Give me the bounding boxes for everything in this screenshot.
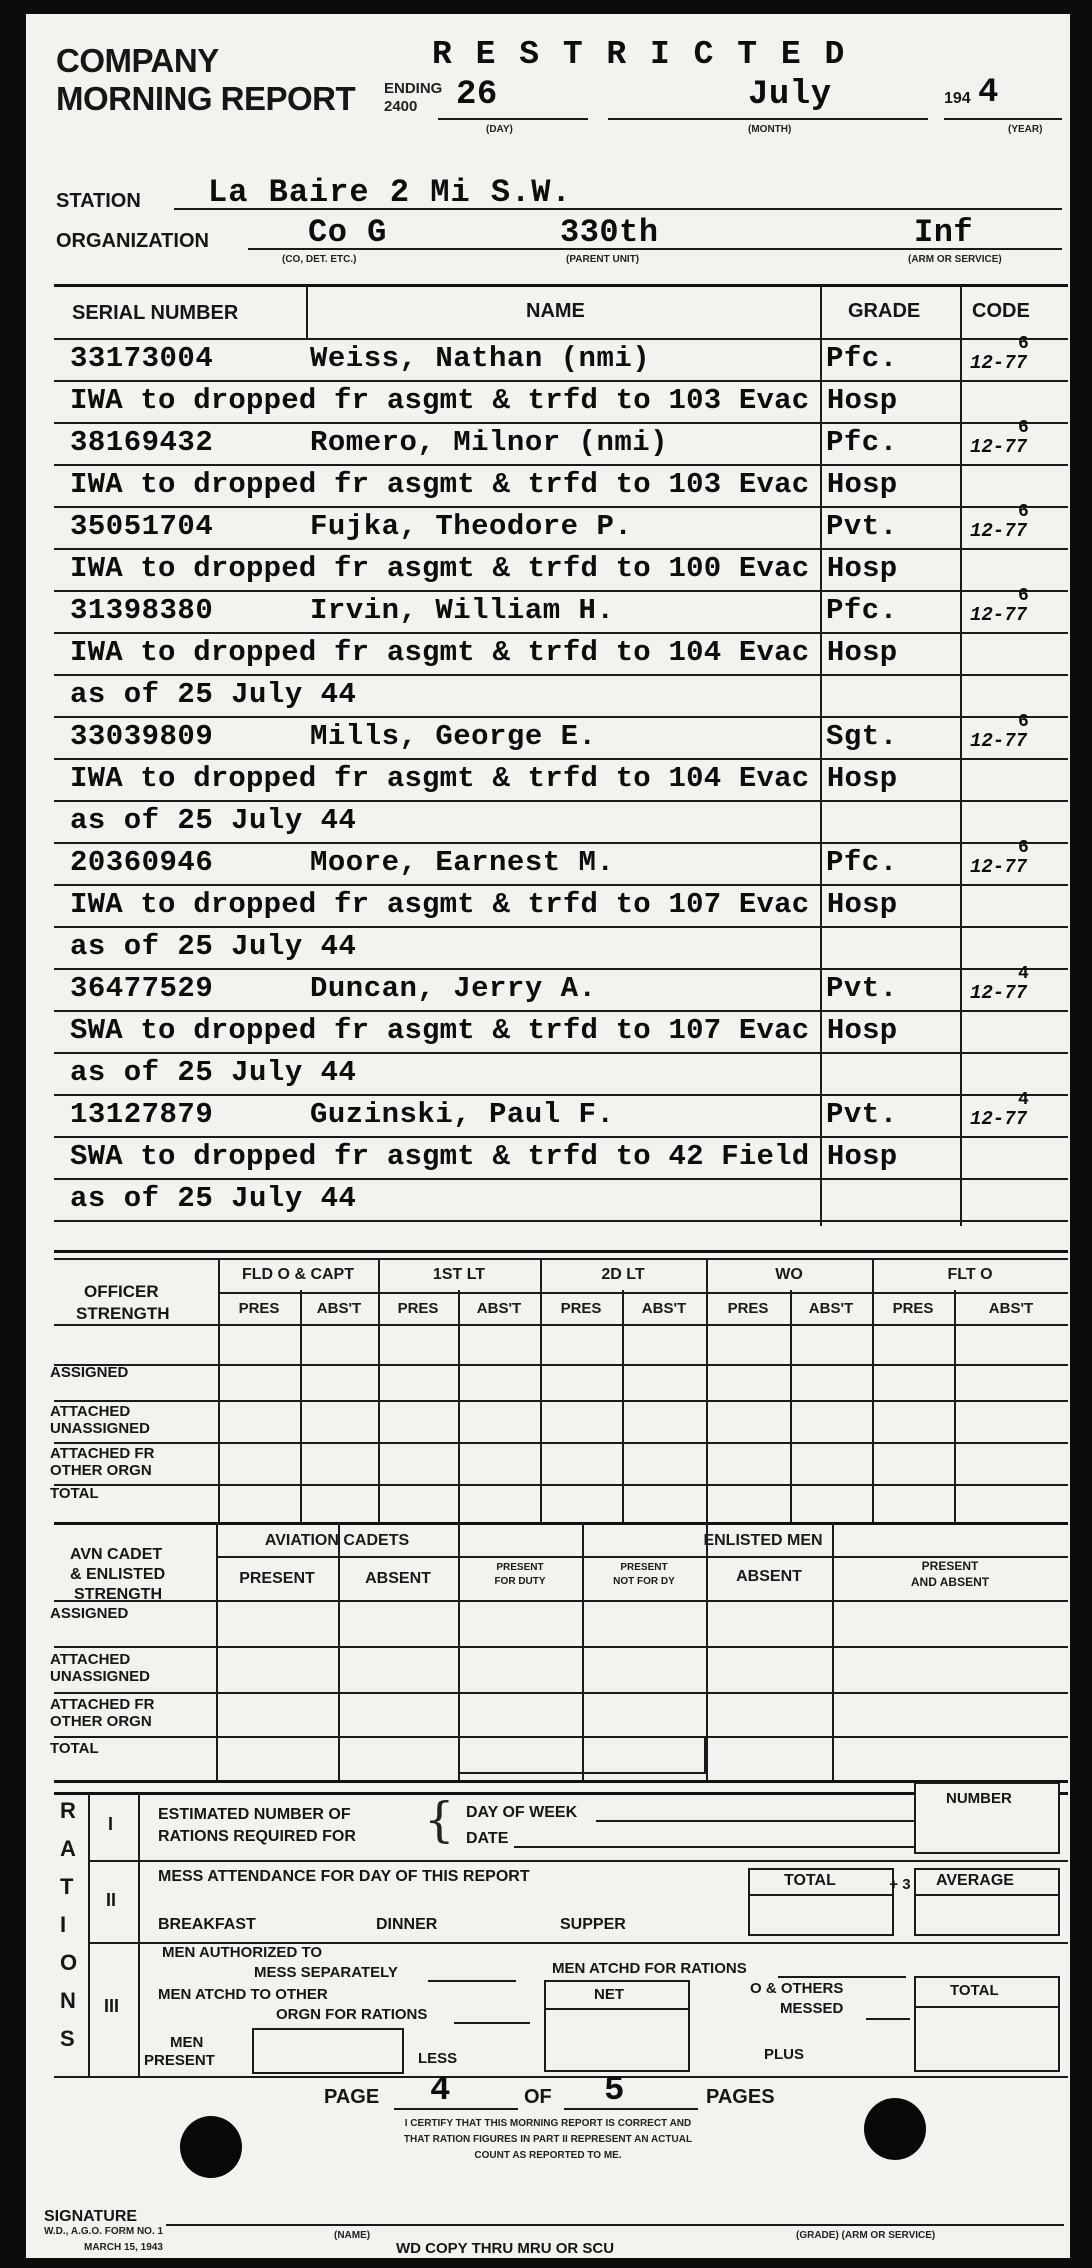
rations-side-letter: O (60, 1950, 78, 1975)
rule-line (54, 1364, 1068, 1366)
rule-line (706, 1522, 708, 1780)
header-code: CODE (972, 300, 1030, 322)
report-month: July (748, 76, 832, 114)
plus-label: PLUS (764, 2046, 805, 2063)
name-caption: (NAME) (334, 2230, 371, 2241)
rule-line (54, 1324, 1068, 1326)
page-number: 4 (430, 2072, 451, 2110)
o-others-line-1: O & OTHERS (750, 1980, 844, 1997)
breakfast-label: BREAKFAST (158, 1916, 256, 1933)
entry-remark: SWA to dropped fr asgmt & trfd to 107 Evac Hosp (70, 1014, 898, 1047)
entry-name: Guzinski, Paul F. (310, 1098, 615, 1131)
rule-line (338, 1522, 340, 1780)
rule-line (216, 1556, 1068, 1558)
entry-remark: IWA to dropped fr asgmt & trfd to 104 Evac Hosp (70, 762, 898, 795)
year-prefix: 194 (944, 90, 971, 107)
unit-caption: (PARENT UNIT) (566, 254, 640, 265)
rations-total-label: TOTAL (950, 1982, 999, 1999)
entry-serial-number: 38169432 (70, 426, 214, 459)
entry-grade: Pvt. (826, 510, 898, 543)
classification-stamp: R E S T R I C T E D (432, 36, 847, 73)
section-roman-i: I (108, 1814, 114, 1834)
rations-side-letter: R (60, 1798, 76, 1823)
binder-hole-right (864, 2098, 926, 2160)
entry-name: Romero, Milnor (nmi) (310, 426, 669, 459)
page-total: 5 (604, 2072, 625, 2110)
organization-company: Co G (308, 214, 387, 251)
rule-line (54, 632, 1068, 634)
entry-code-bottom: 12-77 (970, 982, 1028, 1004)
entry-remark: IWA to dropped fr asgmt & trfd to 100 Evac Hosp (70, 552, 898, 585)
rule-line (54, 674, 1068, 676)
rule-line (54, 1692, 1068, 1694)
entry-grade: Pfc. (826, 846, 898, 879)
men-atchd-for-rations-label: MEN ATCHD FOR RATIONS (552, 1960, 747, 1977)
men-present-line-1: MEN (170, 2034, 204, 2051)
duty-total-box (458, 1736, 706, 1774)
entry-grade: Pfc. (826, 426, 898, 459)
rule-line (54, 1400, 1068, 1402)
entry-code-top: 6 (1018, 712, 1030, 732)
rule-line (218, 1292, 1068, 1294)
rule-line (54, 1442, 1068, 1444)
officer-abst-header: ABS'T (316, 1300, 362, 1317)
entry-code-bottom: 12-77 (970, 1108, 1028, 1130)
organization-arm: Inf (914, 214, 974, 251)
enlisted-strength-title-2: & ENLISTED (70, 1566, 166, 1583)
year-digit: 4 (978, 74, 999, 112)
header-name: NAME (526, 300, 585, 322)
officer-row-label: TOTAL (50, 1485, 99, 1502)
officer-group-header: FLD O & CAPT (242, 1266, 354, 1283)
net-label: NET (594, 1986, 624, 2003)
entry-code-top: 6 (1018, 334, 1030, 354)
entry-code-top: 6 (1018, 418, 1030, 438)
rule-line (54, 590, 1068, 592)
entry-serial-number: 13127879 (70, 1098, 214, 1131)
average-label: AVERAGE (936, 1872, 1014, 1889)
signature-label: SIGNATURE (44, 2208, 138, 2225)
officer-group-header: 1ST LT (432, 1266, 486, 1283)
station-label: STATION (56, 190, 141, 212)
entry-remark: IWA to dropped fr asgmt & trfd to 104 Evac Hosp (70, 636, 898, 669)
entry-code-top: 6 (1018, 502, 1030, 522)
year-caption: (YEAR) (1008, 124, 1043, 135)
entry-code-top: 6 (1018, 586, 1030, 606)
officer-abst-header: ABS'T (808, 1300, 854, 1317)
entry-code-bottom: 12-77 (970, 604, 1028, 626)
officer-group-header: 2D LT (601, 1266, 645, 1283)
cadets-present-header: PRESENT (239, 1570, 315, 1587)
officer-abst-header: ABS'T (476, 1300, 522, 1317)
officer-row-label: ASSIGNED (50, 1364, 129, 1381)
men-atchd-to-other-line-1: MEN ATCHD TO OTHER (158, 1986, 328, 2003)
form-title-morning-report: MORNING REPORT (56, 80, 356, 117)
date-label: DATE (466, 1830, 509, 1847)
men-authorized-line-1: MEN AUTHORIZED TO (162, 1944, 322, 1961)
company-caption: (CO, DET. ETC.) (282, 254, 357, 265)
men-authorized-line-2: MESS SEPARATELY (254, 1964, 398, 1981)
enlisted-strength-title-3: STRENGTH (74, 1586, 162, 1603)
page-of-label: OF (524, 2086, 552, 2108)
enlisted-men-header: ENLISTED MEN (703, 1532, 823, 1549)
rations-side-letter: T (60, 1874, 74, 1899)
entry-as-of: as of 25 July 44 (70, 1182, 357, 1215)
officer-group-header: WO (775, 1266, 803, 1283)
entry-code-top: 4 (1018, 1090, 1030, 1110)
entry-code-bottom: 12-77 (970, 436, 1028, 458)
entry-grade: Pfc. (826, 594, 898, 627)
officer-abst-header: ABS'T (988, 1300, 1034, 1317)
entry-as-of: as of 25 July 44 (70, 804, 357, 837)
o-others-line-2: MESSED (780, 2000, 844, 2017)
men-present-box (252, 2028, 404, 2074)
section-roman-ii: II (106, 1890, 117, 1910)
rations-side-letter: S (60, 2026, 75, 2051)
enlisted-absent-header: ABSENT (736, 1568, 802, 1585)
rule-line (54, 968, 1068, 970)
men-atchd-to-other-line-2: ORGN FOR RATIONS (276, 2006, 428, 2023)
rule-line (54, 1010, 1068, 1012)
entry-name: Duncan, Jerry A. (310, 972, 597, 1005)
entry-serial-number: 33173004 (70, 342, 214, 375)
form-date: MARCH 15, 1943 (84, 2242, 163, 2253)
form-number: W.D., A.G.O. FORM NO. 1 (44, 2226, 164, 2237)
day-caption: (DAY) (486, 124, 513, 135)
present-not-for-duty-header-2: NOT FOR DY (613, 1576, 675, 1587)
entry-remark: SWA to dropped fr asgmt & trfd to 42 Field Hosp (70, 1140, 898, 1173)
rule-line (54, 926, 1068, 928)
ending-label: ENDING (384, 80, 443, 97)
officer-group-header: FLT O (947, 1266, 993, 1283)
rule-line (54, 1052, 1068, 1054)
entry-code-bottom: 12-77 (970, 730, 1028, 752)
rule-line (54, 716, 1068, 718)
rule-line (54, 506, 1068, 508)
officer-row-label: ATTACHED UNASSIGNED (50, 1403, 151, 1437)
present-and-absent-header-1: PRESENT (921, 1559, 979, 1573)
entry-name: Fujka, Theodore P. (310, 510, 633, 543)
entry-grade: Pvt. (826, 1098, 898, 1131)
entry-serial-number: 35051704 (70, 510, 214, 543)
enlisted-row-label: ATTACHED UNASSIGNED (50, 1651, 151, 1685)
header-serial-number: SERIAL NUMBER (72, 302, 239, 324)
officer-strength-title-1: OFFICER (84, 1282, 159, 1301)
rule-line (54, 1484, 1068, 1486)
grade-caption: (GRADE) (ARM OR SERVICE) (796, 2230, 936, 2241)
supper-label: SUPPER (560, 1916, 626, 1933)
entry-name: Weiss, Nathan (nmi) (310, 342, 651, 375)
entry-grade: Sgt. (826, 720, 898, 753)
officer-pres-header: PRES (892, 1300, 934, 1317)
entry-code-bottom: 12-77 (970, 856, 1028, 878)
entry-as-of: as of 25 July 44 (70, 930, 357, 963)
rule-line (216, 1522, 218, 1780)
organization-label: ORGANIZATION (56, 230, 209, 252)
form-title-company: COMPANY (56, 42, 219, 79)
entry-grade: Pfc. (826, 342, 898, 375)
rule-line (54, 842, 1068, 844)
entry-name: Moore, Earnest M. (310, 846, 615, 879)
less-label: LESS (418, 2050, 458, 2067)
estimated-rations-line-2: RATIONS REQUIRED FOR (158, 1828, 356, 1845)
page-label: PAGE (324, 2086, 380, 2108)
entry-remark: IWA to dropped fr asgmt & trfd to 107 Evac Hosp (70, 888, 898, 921)
section-roman-iii: III (104, 1996, 120, 2016)
entry-remark: IWA to dropped fr asgmt & trfd to 103 Evac Hosp (70, 468, 898, 501)
men-present-line-2: PRESENT (144, 2052, 215, 2069)
entry-as-of: as of 25 July 44 (70, 1056, 357, 1089)
certification-line-2: THAT RATION FIGURES IN PART II REPRESENT AN ACTUAL (403, 2134, 693, 2145)
rule-line (54, 1600, 1068, 1602)
rule-line (54, 1220, 1068, 1222)
day-of-week-label: DAY OF WEEK (466, 1804, 578, 1821)
entry-grade: Pvt. (826, 972, 898, 1005)
entry-serial-number: 20360946 (70, 846, 214, 879)
organization-unit: 330th (560, 214, 659, 251)
entry-name: Irvin, William H. (310, 594, 615, 627)
entry-serial-number: 31398380 (70, 594, 214, 627)
station-value: La Baire 2 Mi S.W. (208, 174, 572, 211)
officer-pres-header: PRES (727, 1300, 769, 1317)
enlisted-row-label: ATTACHED FR OTHER ORGN (50, 1696, 155, 1730)
morning-report-form (26, 14, 1070, 2258)
report-day: 26 (456, 76, 498, 114)
binder-hole-left (180, 2116, 242, 2178)
certification-line-3: COUNT AS REPORTED TO ME. (474, 2150, 622, 2161)
entry-as-of: as of 25 July 44 (70, 678, 357, 711)
rule-line (54, 1178, 1068, 1180)
entry-serial-number: 33039809 (70, 720, 214, 753)
enlisted-row-label: ASSIGNED (50, 1605, 129, 1622)
wd-copy-label: WD COPY THRU MRU OR SCU (396, 2240, 615, 2257)
rule-line (54, 380, 1068, 382)
rations-side-letter: A (60, 1836, 76, 1861)
rule-line (54, 758, 1068, 760)
entry-remark: IWA to dropped fr asgmt & trfd to 103 Evac Hosp (70, 384, 898, 417)
officer-pres-header: PRES (560, 1300, 602, 1317)
cadets-absent-header: ABSENT (365, 1570, 431, 1587)
present-not-for-duty-header-1: PRESENT (620, 1562, 668, 1573)
ending-time: 2400 (384, 98, 418, 115)
entry-code-top: 6 (1018, 838, 1030, 858)
pages-label: PAGES (706, 2086, 775, 2108)
mess-attendance-label: MESS ATTENDANCE FOR DAY OF THIS REPORT (158, 1868, 530, 1885)
rule-line (54, 1136, 1068, 1138)
dinner-label: DINNER (376, 1916, 438, 1933)
present-for-duty-header-1: PRESENT (496, 1562, 544, 1573)
arm-caption: (ARM OR SERVICE) (908, 254, 1002, 265)
entry-name: Mills, George E. (310, 720, 597, 753)
entry-code-bottom: 12-77 (970, 520, 1028, 542)
number-label: NUMBER (946, 1790, 1012, 1807)
rule-line (54, 884, 1068, 886)
aviation-cadets-header: AVIATION CADETS (264, 1532, 410, 1549)
estimated-rations-line-1: ESTIMATED NUMBER OF (158, 1806, 351, 1823)
officer-pres-header: PRES (397, 1300, 439, 1317)
rations-side-letter: N (60, 1988, 76, 2013)
header-grade: GRADE (848, 300, 921, 322)
officer-strength-title-2: STRENGTH (76, 1304, 170, 1323)
enlisted-row-label: TOTAL (50, 1740, 99, 1757)
entry-code-bottom: 12-77 (970, 352, 1028, 374)
rations-side-letter: I (60, 1912, 67, 1937)
brace-icon: { (424, 1792, 455, 1848)
present-and-absent-header-2: AND ABSENT (910, 1575, 990, 1589)
officer-pres-header: PRES (238, 1300, 280, 1317)
rule-line (54, 1094, 1068, 1096)
rule-line (54, 1646, 1068, 1648)
entry-code-top: 4 (1018, 964, 1030, 984)
certification-line-1: I CERTIFY THAT THIS MORNING REPORT IS CORRECT AND (404, 2118, 692, 2129)
month-caption: (MONTH) (748, 124, 792, 135)
rule-line (54, 548, 1068, 550)
rule-line (54, 422, 1068, 424)
present-for-duty-header-2: FOR DUTY (494, 1576, 546, 1587)
mess-total-label: TOTAL (784, 1872, 836, 1889)
divide-by-three-label: + 3 (889, 1876, 911, 1893)
entry-serial-number: 36477529 (70, 972, 214, 1005)
enlisted-strength-title-1: AVN CADET (70, 1546, 163, 1563)
rule-line (54, 800, 1068, 802)
officer-abst-header: ABS'T (641, 1300, 687, 1317)
officer-row-label: ATTACHED FR OTHER ORGN (50, 1445, 155, 1479)
rule-line (54, 464, 1068, 466)
